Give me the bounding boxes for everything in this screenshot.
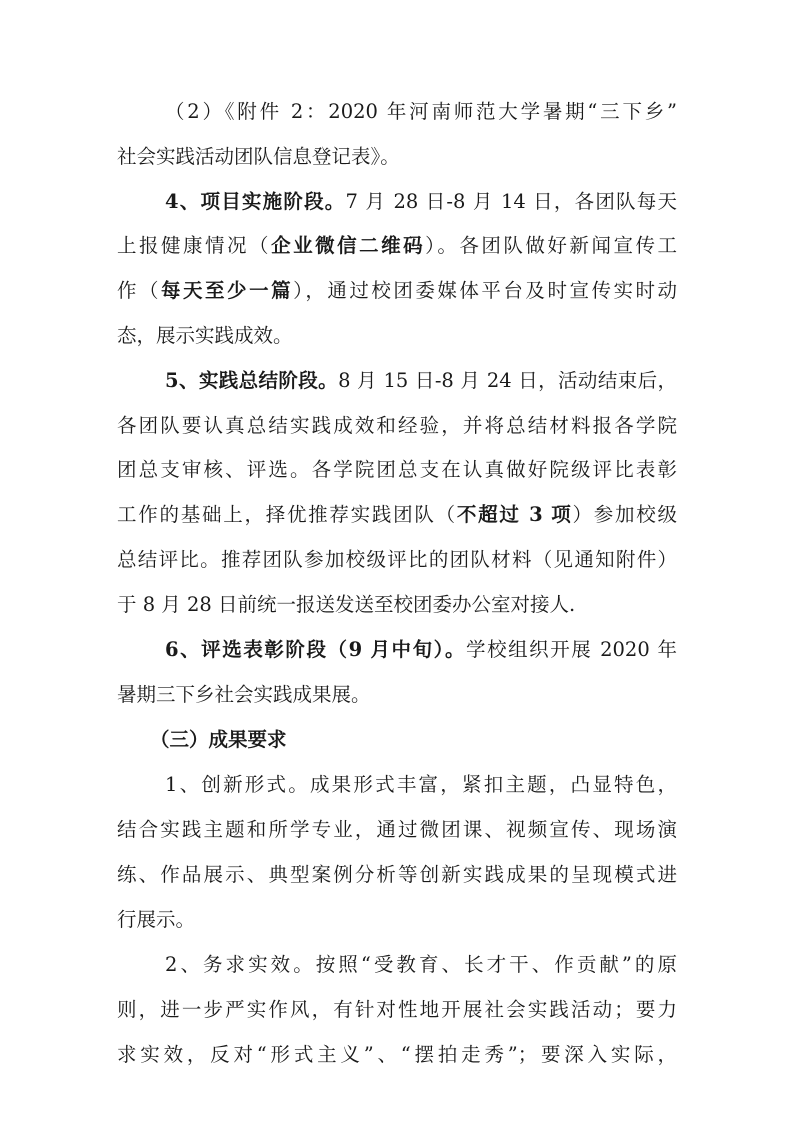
paragraph-line bbox=[165, 951, 677, 979]
section-heading: 6、评选表彰阶段（9 月中旬）。 bbox=[165, 638, 467, 661]
line-text: 暑期三下乡社会实践成果展。 bbox=[117, 683, 371, 706]
line-text: 练、作品展示、典型案例分析等创新实践成果的呈现模式进 bbox=[117, 863, 677, 886]
line-text: ）参加校级 bbox=[572, 503, 677, 526]
line-text: 团总支审核、评选。各学院团总支在认真做好院级评比表彰 bbox=[117, 458, 677, 481]
paragraph-line bbox=[117, 412, 677, 440]
line-text: ）。各团队做好新闻宣传工 bbox=[425, 234, 677, 257]
subsection-heading-line bbox=[150, 726, 677, 754]
paragraph-line bbox=[117, 861, 677, 889]
emphasis-text: 企业微信二维码 bbox=[271, 234, 426, 257]
line-text: 各团队要认真总结实践成效和经验，并将总结材料报各学院 bbox=[117, 414, 677, 437]
line-text: 上报健康情况（ bbox=[117, 234, 272, 257]
section-heading-line bbox=[165, 367, 677, 395]
emphasis-text: 不超过 3 项 bbox=[456, 503, 573, 526]
line-text: 1、创新形式。成果形式丰富，紧扣主题，凸显特色， bbox=[165, 773, 677, 796]
line-text: 工作的基础上，择优推荐实践团队（ bbox=[117, 503, 457, 526]
subsection-heading: （三）成果要求 bbox=[150, 728, 287, 751]
section-heading-line bbox=[165, 636, 677, 664]
paragraph-line bbox=[117, 501, 677, 529]
paragraph-line bbox=[117, 1041, 677, 1069]
line-text: 作（ bbox=[117, 279, 162, 302]
section-heading-line bbox=[165, 188, 677, 216]
section-heading: 5、实践总结阶段。 bbox=[165, 369, 339, 392]
line-text: 于 8 月 28 日前统一报送发送至校团委办公室对接人. bbox=[117, 593, 576, 616]
line-text: 8 月 15 日-8 月 24 日，活动结束后， bbox=[338, 369, 677, 392]
line-text: 总结评比。推荐团队参加校级评比的团队材料（见通知附件） bbox=[117, 548, 677, 571]
paragraph-line bbox=[117, 816, 677, 844]
line-text: 7 月 28 日-8 月 14 日，各团队每天 bbox=[345, 190, 677, 213]
paragraph-line bbox=[117, 546, 677, 574]
section-heading: 4、项目实施阶段。 bbox=[165, 190, 346, 213]
paragraph-line bbox=[117, 322, 677, 350]
paragraph-line bbox=[117, 681, 677, 709]
line-text: ），通过校团委媒体平台及时宣传实时动 bbox=[293, 279, 677, 302]
line-text: 则，进一步严实作风，有针对性地开展社会实践活动；要力 bbox=[117, 998, 677, 1021]
paragraph-line bbox=[117, 456, 677, 484]
paragraph-line bbox=[117, 232, 677, 260]
paragraph-line bbox=[117, 143, 677, 171]
paragraph-line bbox=[117, 906, 677, 934]
line-text: 2、务求实效。按照“受教育、长才干、作贡献”的原 bbox=[165, 953, 677, 976]
paragraph-line bbox=[165, 771, 677, 799]
line-text: 求实效，反对“形式主义”、“摆拍走秀”；要深入实际， bbox=[117, 1043, 677, 1066]
line-text: 结合实践主题和所学专业，通过微团课、视频宣传、现场演 bbox=[117, 818, 677, 841]
paragraph-line bbox=[117, 277, 677, 305]
line-text: 行展示。 bbox=[117, 908, 196, 931]
line-text: 社会实践活动团队信息登记表》。 bbox=[117, 145, 400, 168]
line-text: （2）《附件 2：2020 年河南师范大学暑期“三下乡” bbox=[165, 100, 677, 123]
paragraph-line bbox=[165, 98, 677, 126]
paragraph-line bbox=[117, 996, 677, 1024]
line-text: 态，展示实践成效。 bbox=[117, 324, 293, 347]
paragraph-line bbox=[117, 591, 677, 619]
line-text: 学校组织开展 2020 年 bbox=[466, 638, 677, 661]
emphasis-text: 每天至少一篇 bbox=[161, 279, 294, 302]
